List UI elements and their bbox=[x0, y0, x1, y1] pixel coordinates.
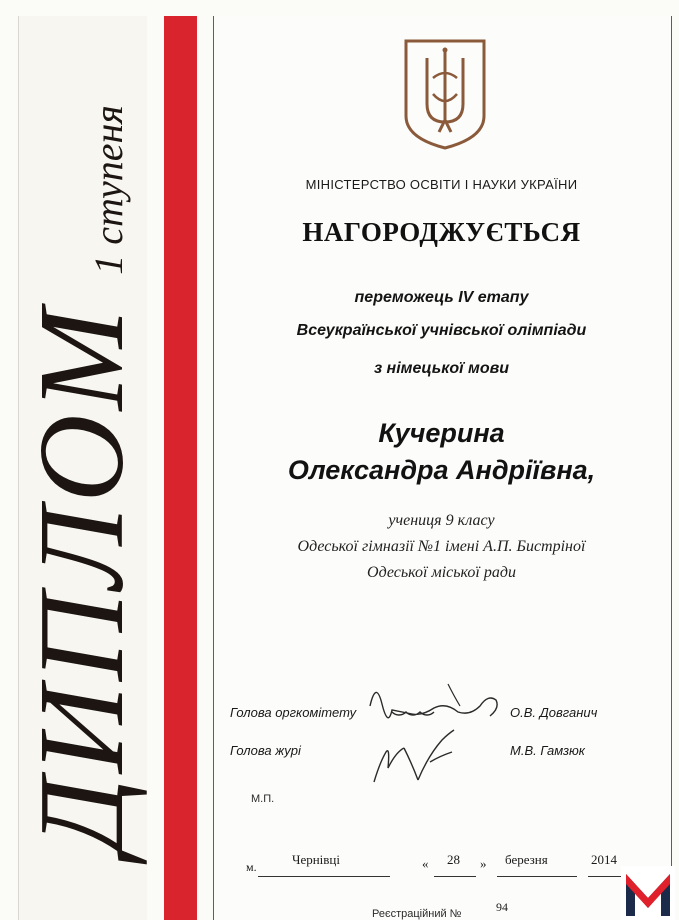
seal-mark: М.П. bbox=[251, 793, 275, 805]
year-underline bbox=[588, 876, 624, 877]
registration-number: 94 bbox=[496, 900, 508, 914]
red-decorative-band bbox=[164, 16, 197, 920]
awarded-heading: НАГОРОДЖУЄТЬСЯ bbox=[302, 217, 581, 247]
diploma-title: ДИПЛОМ bbox=[14, 304, 149, 855]
date-year: 2014 bbox=[591, 852, 617, 867]
jury-label: Голова журі bbox=[230, 743, 301, 758]
jury-signature bbox=[368, 722, 478, 788]
registration-label: Реєстраційний № bbox=[372, 908, 462, 920]
vertical-title bbox=[12, 105, 152, 855]
m-logo-icon bbox=[621, 866, 675, 920]
coat-of-arms-icon bbox=[403, 38, 487, 150]
city-name: Чернівці bbox=[292, 852, 340, 867]
ministry-name: МІНІСТЕРСТВО ОСВІТИ І НАУКИ УКРАЇНИ bbox=[305, 177, 578, 192]
committee-chair-name: О.В. Довганич bbox=[510, 705, 598, 720]
quote-open: « bbox=[422, 856, 429, 871]
recipient-given-names: Олександра Андріївна, bbox=[287, 455, 596, 485]
day-underline bbox=[434, 876, 476, 877]
city-prefix: м. bbox=[246, 860, 257, 874]
competition-line-3: з німецької мови bbox=[373, 360, 510, 377]
competition-line-1: переможець IV етапу bbox=[354, 289, 529, 306]
recipient-surname: Кучерина bbox=[378, 418, 505, 448]
school-line-1: учениця 9 класу bbox=[388, 512, 495, 529]
quote-close: » bbox=[480, 856, 487, 871]
committee-label: Голова оргкомітету bbox=[230, 705, 357, 720]
committee-signature bbox=[362, 676, 512, 728]
competition-line-2: Всеукраїнської учнівської олімпіади bbox=[296, 322, 587, 339]
date-day: 28 bbox=[447, 852, 460, 867]
school-line-2: Одеської гімназії №1 імені А.П. Бистріної bbox=[297, 538, 586, 555]
date-month: березня bbox=[505, 852, 548, 867]
jury-chair-name: М.В. Гамзюк bbox=[510, 743, 585, 758]
school-line-3: Одеської міської ради bbox=[367, 564, 516, 581]
month-underline bbox=[497, 876, 577, 877]
degree-label: 1 ступеня bbox=[86, 105, 131, 275]
city-underline bbox=[258, 876, 390, 877]
